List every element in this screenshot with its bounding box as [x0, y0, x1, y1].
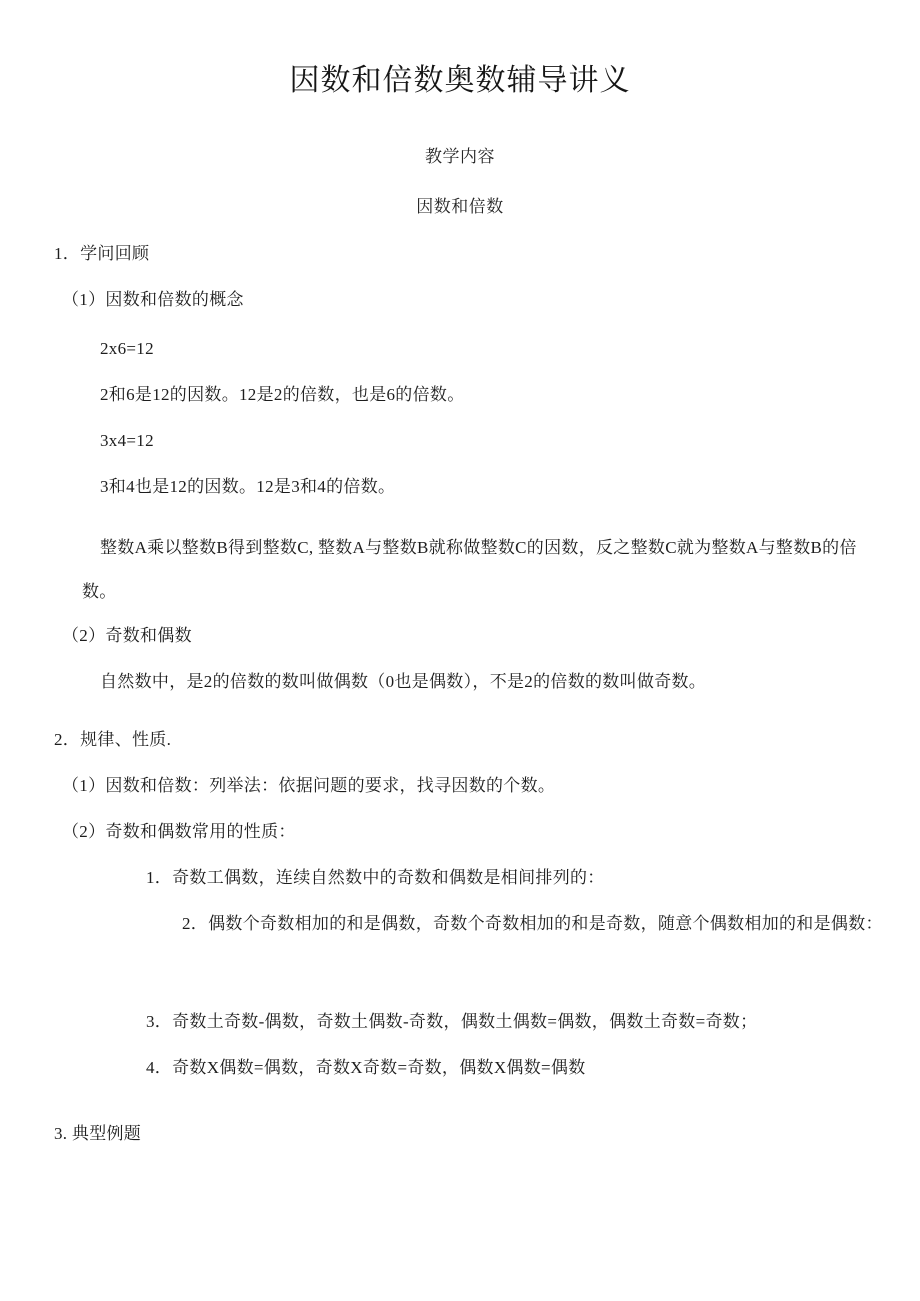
section-2-heading: 2．规律、性质.	[54, 730, 172, 749]
explanation-line-2: 3和4也是12的因数。12是3和4的倍数。	[100, 477, 396, 496]
section-2-item-1: （1）因数和倍数：列举法：依据问题的要求，找寻因数的个数。	[62, 776, 556, 795]
explanation-line-1: 2和6是12的因数。12是2的倍数，也是6的倍数。	[100, 385, 465, 404]
section-1-heading: 1．学问回顾	[54, 244, 150, 263]
definition-paragraph-integers: 整数A乘以整数B得到整数C, 整数A与整数B就称做整数C的因数，反之整数C就为整数A与整数B的倍数。	[82, 538, 857, 601]
document-title: 因数和倍数奥数辅导讲义	[289, 64, 631, 97]
property-item-2: 2．偶数个奇数相加的和是偶数，奇数个奇数相加的和是奇数，随意个偶数相加的和是偶数：	[182, 914, 883, 933]
subtitle-topic: 因数和倍数	[416, 197, 504, 216]
equation-3x4: 3x4=12	[100, 431, 154, 450]
property-item-4: 4．奇数X偶数=偶数，奇数X奇数=奇数，偶数X偶数=偶数	[146, 1058, 586, 1077]
section-1-item-2-label: （2）奇数和偶数	[62, 626, 192, 645]
equation-2x6: 2x6=12	[100, 339, 154, 358]
section-3-heading: 3. 典型例题	[54, 1124, 142, 1143]
property-item-1: 1．奇数工偶数，连续自然数中的奇数和偶数是相间排列的：	[146, 868, 605, 887]
section-2-item-2: （2）奇数和偶数常用的性质：	[62, 822, 296, 841]
definition-paragraph-odd-even: 自然数中，是2的倍数的数叫做偶数（0也是偶数），不是2的倍数的数叫做奇数。	[100, 672, 707, 691]
subtitle-teaching-content: 教学内容	[425, 147, 495, 166]
property-item-3: 3．奇数土奇数-偶数，奇数土偶数-奇数，偶数土偶数=偶数，偶数土奇数=奇数；	[146, 1012, 758, 1031]
section-1-item-1-label: （1）因数和倍数的概念	[62, 290, 244, 309]
